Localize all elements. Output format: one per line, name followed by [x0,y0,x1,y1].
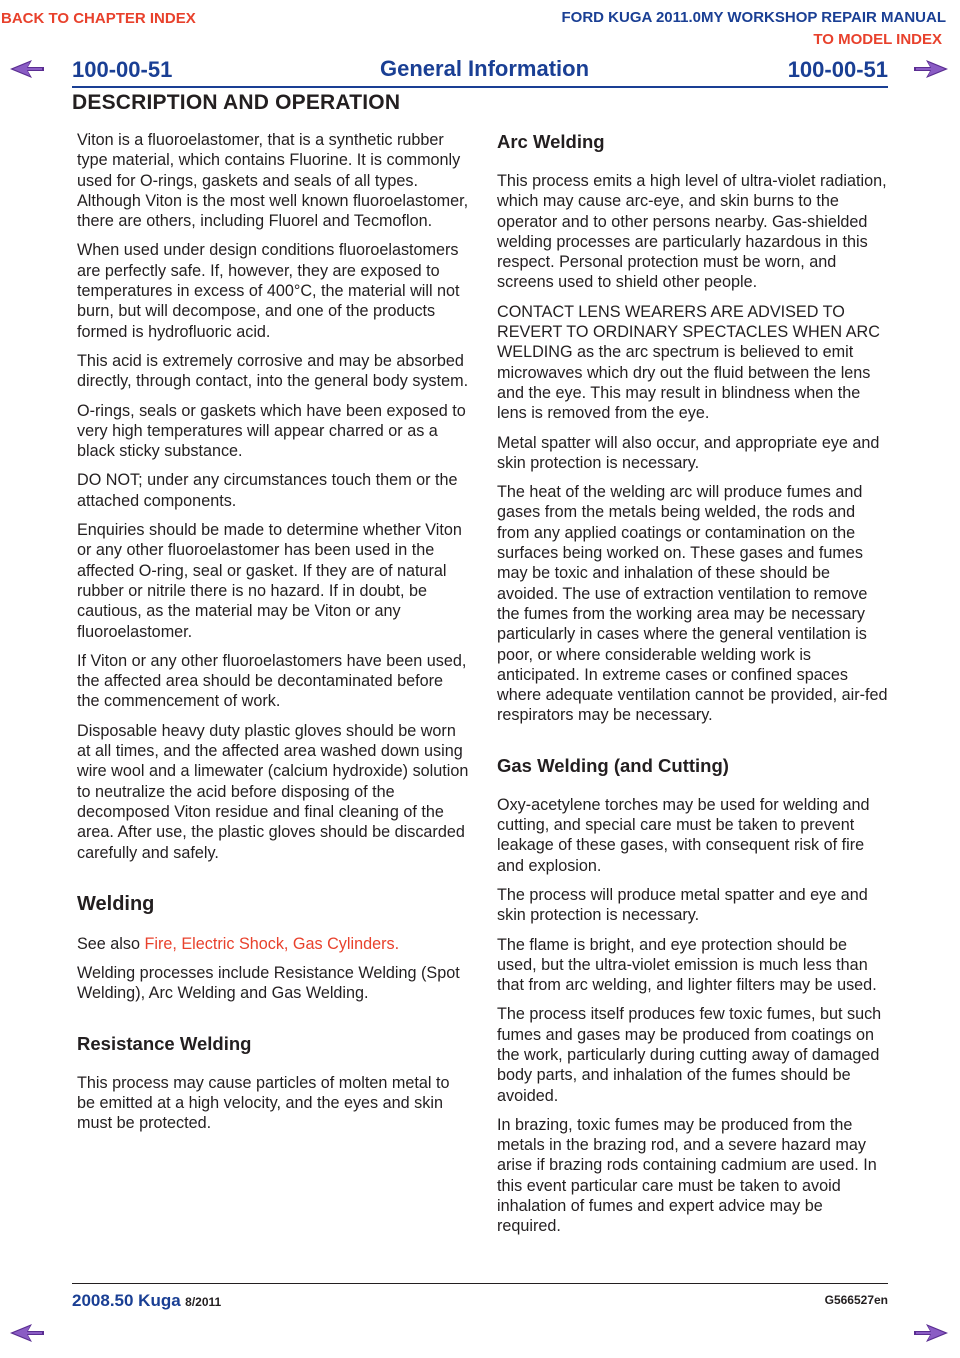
see-also-prefix: See also [77,934,145,953]
manual-title: FORD KUGA 2011.0MY WORKSHOP REPAIR MANUAL [561,9,946,26]
next-page-bottom-arrow-icon[interactable] [914,1322,948,1344]
paragraph: Disposable heavy duty plastic gloves should be worn at all times, and the affected area washed down using wire wool and a limewater (calcium hydroxide) solution to neutralize the acid before disposing of the decomposed Viton residue and final cleaning of the area. After use, the plastic gloves should be discarded carefully and safely. [77,721,469,862]
paragraph: The process will produce metal spatter and eye and skin protection is necessary. [497,885,868,925]
paragraph: This process may cause particles of molten metal to be emitted at a high velocity, and the eyes and skin must be protected. [77,1073,450,1133]
back-to-chapter-index-link[interactable]: BACK TO CHAPTER INDEX [1,10,196,27]
paragraph: Viton is a fluoroelastomer, that is a synthetic rubber type material, which contains Fluorine. It is commonly used for O-rings, gaskets and seals of all types. Although Viton is the most well known fluoroelastomer, there are others, including Fluorel and Tecmoflon. [77,131,469,231]
paragraph: The heat of the welding arc will produce fumes and gases from the metals being welded, the rods and from any applied coatings or contamination on the surfaces being worked on. These gases and fumes may be toxic and inhalation of these should be avoided. The use of extraction ventilation to remove the fumes from the working area may be necessary particularly in cases where the general ventilation is poor, or where considerable welding work is anticipated. In extreme cases or confined spaces where adequate ventilation cannot be provided, air-fed respirators may be necessary. [497,483,888,725]
footer-model-date [72,1291,221,1311]
page-number-left: 100-00-51 [72,57,173,82]
welding-heading: Welding [77,892,155,915]
see-also-link[interactable]: Fire, Electric Shock, Gas Cylinders. [144,934,400,953]
paragraph: DO NOT; under any circumstances touch them or the attached components. [77,471,458,510]
paragraph: In brazing, toxic fumes may be produced from the metals in the brazing rod, and a severe hazard may arise if brazing rods containing cadmium are used. In this event particular care must be taken to avoid inhalation of fumes and expert advice may be required. [497,1115,877,1236]
paragraph: The flame is bright, and eye protection should be used, but the ultra-violet emission is much less than that from arc welding, and lighter filters may be used. [497,935,877,995]
left-column [77,130,469,1143]
footer-document-code: G566527en [824,1293,888,1307]
paragraph: If Viton or any other fluoroelastomers have been used, the affected area should be decontaminated before the commencement of work. [77,651,467,711]
paragraph: CONTACT LENS WEARERS ARE ADVISED TO REVERT TO ORDINARY SPECTACLES WHEN ARC WELDING as the arc spectrum is believed to emit microwaves which dry out the fluid between the lens and the eye. This may result in blindness when the lens is removed from the eye. [497,302,880,423]
paragraph: O-rings, seals or gaskets which have been exposed to very high temperatures will appear charred or as a black sticky substance. [77,401,466,461]
to-model-index-link[interactable]: TO MODEL INDEX [813,31,942,48]
footer-rule [72,1283,888,1284]
footer-date: 8/2011 [185,1295,222,1309]
paragraph: When used under design conditions fluoroelastomers are perfectly safe. If, however, they are exposed to temperatures in excess of 400°C, the material will not burn, but will decompose, and one of the products formed is hydrofluoric acid. [77,241,460,341]
paragraph: This acid is extremely corrosive and may be absorbed directly, through contact, into the general body system. [77,351,469,391]
header-rule [72,86,888,88]
see-also-line [77,934,469,954]
previous-page-arrow-icon[interactable] [10,58,44,80]
gas-welding-heading: Gas Welding (and Cutting) [497,754,729,776]
previous-page-bottom-arrow-icon[interactable] [10,1322,44,1344]
paragraph: The process itself produces few toxic fumes, but such fumes and gases may be produced from coatings on the work, particularly during cutting away of damaged body parts, and inhalation of the fumes should be avoided. [497,1005,882,1105]
paragraph: Welding processes include Resistance Welding (Spot Welding), Arc Welding and Gas Welding. [77,964,460,1003]
page-number-right: 100-00-51 [787,57,888,82]
section-title: General Information [380,56,590,81]
paragraph: This process emits a high level of ultra-violet radiation, which may cause arc-eye, and skin burns to the operator and to other persons nearby. Gas-shielded welding processes are particularly hazardous in this respect. Personal protection must be worn, and screens used to shield other people. [497,172,887,292]
resistance-welding-heading: Resistance Welding [77,1032,252,1054]
right-column [497,130,889,1246]
arc-welding-heading: Arc Welding [497,131,605,152]
footer-model: 2008.50 Kuga [72,1291,181,1310]
page-heading: DESCRIPTION AND OPERATION [72,91,401,114]
paragraph: Oxy-acetylene torches may be used for welding and cutting, and special care must be taken to prevent leakage of these gases, with consequent risk of fire and explosion. [497,795,870,875]
paragraph: Metal spatter will also occur, and appropriate eye and skin protection is necessary. [497,433,880,472]
next-page-arrow-icon[interactable] [914,58,948,80]
paragraph: Enquiries should be made to determine whether Viton or any other fluoroelastomer has been used in the affected O-ring, seal or gasket. If they are of natural rubber or nitrile there is no hazard. If in doubt, be cautious, as the material may be Viton or any fluoroelastomer. [77,521,462,641]
